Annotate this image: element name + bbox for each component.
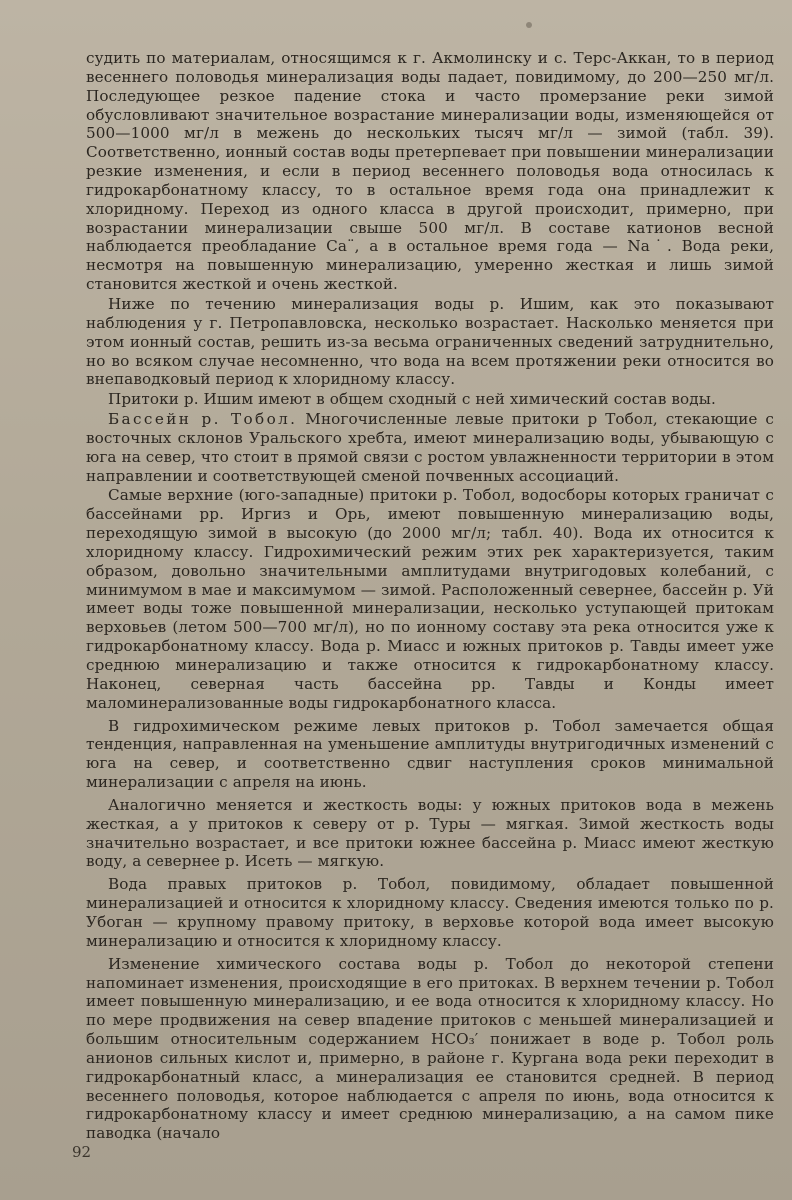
paragraph-2: Ниже по течению минерализация воды р. Ишим, как это показывают наблюдения у г. Петропавловска, несколько возрастает. Насколько меняется при этом ионный состав, решить из-за весьма ограниченных сведений затруднительно, но во всяком случае несомненно, что вода на всем протяжении реки относится во внепаводковый период к хлоридному классу. [86, 294, 774, 389]
paragraph-3: Притоки р. Ишим имеют в общем сходный с ней химический состав воды. [108, 390, 716, 409]
body-text [86, 49, 774, 1143]
paragraph-7: Аналогично меняется и жесткость воды: у южных притоков вода в межень жесткая, а у притоков к северу от р. Туры — мягкая. Зимой жесткость воды значительно возрастает, и все притоки южнее бассейна р. Миасс имеют жесткую воду, а севернее р. Исеть — мягкую. [86, 795, 774, 871]
paragraph-4: Бассейн р. Тобол. Многочисленные левые притоки р Тобол, стекающие с восточных склонов Уральского хребта, имеют минерализацию воды, убывающую с юга на север, что стоит в прямой связи с ростом увлажненности территории в этом направлении и соответствующей сменой почвенных ассоциаций. [86, 410, 774, 485]
paragraph-1: судить по материалам, относящимся к г. Акмолинску и с. Терс-Аккан, то в период весеннего половодья минерализация воды падает, повидимому, до 200—250 мг/л. Последующее резкое падение стока и часто промерзание реки зимой обусловливают значительное возрастание минерализации воды, изменяющейся от 500—1000 мг/л в межень до нескольких тысяч мг/л — зимой (табл. 39). Соответственно, ионный состав воды претерпевает при повышении минерализации резкие изменения, и если в период весеннего половодья вода относилась к гидрокарбонатному классу, то в остальное время года она принадлежит к хлоридному. Переход из одного класса в другой происходит, примерно, при возрастании минерализации свыше 500 мг/л. В составе катионов весной наблюдается преобладание Ca¨, а в остальное время года — Na˙. Вода реки, несмотря на повышенную минерализацию, умеренно жесткая и лишь зимой становится жесткой и очень жесткой. [86, 49, 774, 294]
paragraph-9: Изменение химического состава воды р. Тобол до некоторой степени напоминает изменения, происходящие в его притоках. В верхнем течении р. Тобол имеет повышенную минерализацию, и ее вода относится к хлоридному классу. Но по мере продвижения на север впадение притоков с меньшей минерализацией и большим относительным содержанием HCO₃′ понижает в воде р. Тобол роль анионов сильных кислот и, примерно, в районе г. Кургана вода реки переходит в гидрокарбонатный класс, а минерализация ее становится средней. В период весеннего половодья, которое наблюдается с апреля по июнь, вода относится к гидрокарбонатному классу и имеет среднюю минерализацию, а на самом пике паводка (начало [86, 954, 774, 1143]
paper-speck [526, 22, 532, 28]
page-number: 92 [72, 1143, 92, 1161]
section-heading-tobol: Бассейн р. Тобол. [108, 410, 298, 429]
paragraph-8: Вода правых притоков р. Тобол, повидимому, обладает повышенной минерализацией и относится к хлоридному классу. Сведения имеются только по р. Убоган — крупному правому притоку, в верховье которой вода имеет высокую минерализацию и относится к хлоридному классу. [86, 875, 774, 950]
paragraph-6: В гидрохимическом режиме левых притоков р. Тобол замечается общая тенденция, направленная на уменьшение амплитуды внутригодичных изменений с юга на север, и соответственно сдвиг наступления сроков минимальной минерализации с апреля на июнь. [86, 716, 774, 792]
paragraph-5: Самые верхние (юго-западные) притоки р. Тобол, водосборы которых граничат с бассейнами рр. Иргиз и Орь, имеют повышенную минерализацию воды, переходящую зимой в высокую (до 2000 мг/л; табл. 40). Вода их относится к хлоридному классу. Гидрохимический режим этих рек характеризуется, таким образом, довольно значительными амплитудами внутригодовых колебаний, с минимумом в мае и максимумом — зимой. Расположенный севернее, бассейн р. Уй имеет воды тоже повышенной минерализации, несколько уступающей притокам верховьев (летом 500—700 мг/л), но по ионному составу эта река относится уже к гидрокарбонатному классу. Вода р. Миасс и южных притоков р. Тавды имеет уже среднюю минерализацию и также относится к гидрокарбонатному классу. Наконец, северная часть бассейна рр. Тавды и Конды имеет маломинерализованные воды гидрокарбонатного класса. [86, 486, 774, 712]
